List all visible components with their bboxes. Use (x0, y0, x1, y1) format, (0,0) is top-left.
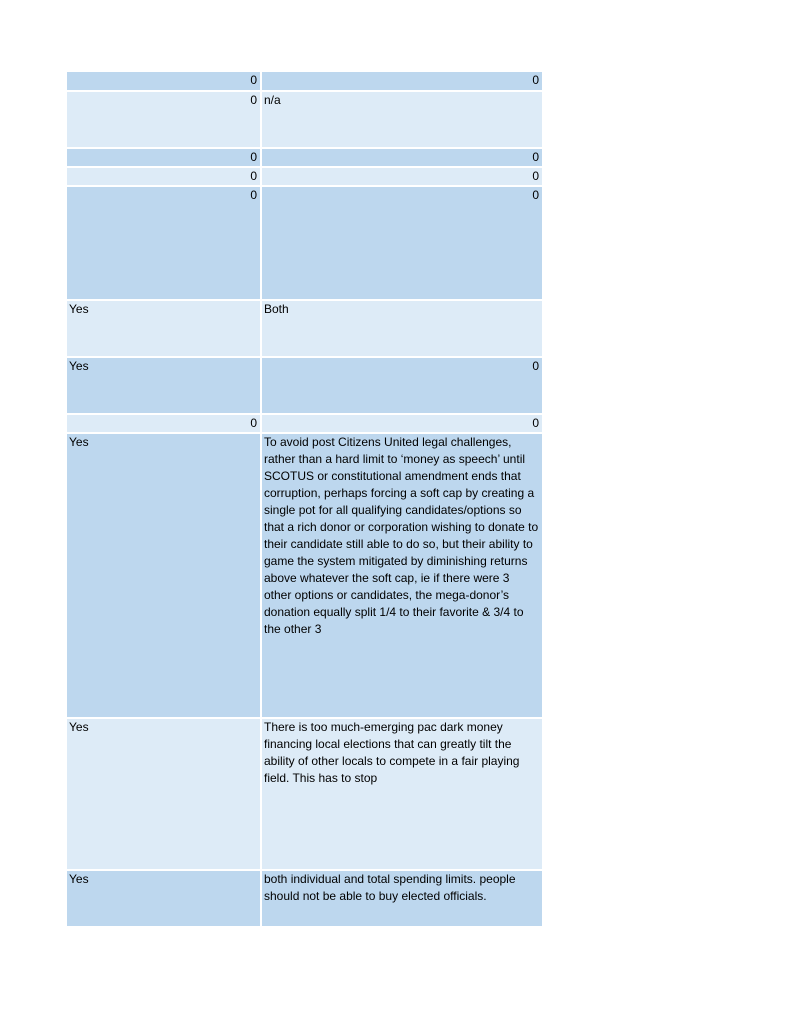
table-row (67, 72, 542, 91)
table-cell: Yes (67, 870, 261, 927)
table-row (67, 870, 542, 927)
table-cell: Both (261, 300, 542, 357)
table-row (67, 718, 542, 870)
table-cell: To avoid post Citizens United legal challenges, rather than a hard limit to ‘money as speech’ until SCOTUS or constitutional amendment ends that corruption, perhaps forcing a soft cap by creating a single pot for all qualifying candidates/options so that a rich donor or corporation wishing to donate to their candidate still able to do so, but their ability to game the system mitigated by diminishing returns above whatever the soft cap, ie if there were 3 other options or candidates, the mega-donor’s donation equally split 1/4 to their favorite & 3/4 to the other 3 (261, 433, 542, 718)
table-row (67, 148, 542, 167)
table-cell: Yes (67, 718, 261, 870)
table-cell: 0 (67, 72, 261, 91)
table-cell: 0 (261, 167, 542, 186)
table-row (67, 414, 542, 433)
table-cell: Yes (67, 357, 261, 414)
table-cell: 0 (261, 72, 542, 91)
table-cell: 0 (67, 167, 261, 186)
table-cell: 0 (67, 414, 261, 433)
table-row (67, 433, 542, 718)
table-row (67, 300, 542, 357)
table-cell: 0 (261, 186, 542, 300)
table-cell: both individual and total spending limits. people should not be able to buy elected officials. (261, 870, 542, 927)
table-row (67, 91, 542, 148)
table-cell: n/a (261, 91, 542, 148)
table-cell: 0 (261, 414, 542, 433)
survey-responses-table (67, 72, 542, 928)
table-row (67, 167, 542, 186)
table-cell: 0 (261, 357, 542, 414)
table-cell: There is too much-emerging pac dark money financing local elections that can greatly tilt the ability of other locals to compete in a fair playing field. This has to stop (261, 718, 542, 870)
table-cell: 0 (67, 91, 261, 148)
table-cell: Yes (67, 433, 261, 718)
table-cell: 0 (261, 148, 542, 167)
table-row (67, 357, 542, 414)
table-cell: 0 (67, 148, 261, 167)
table-row (67, 186, 542, 300)
table-cell: Yes (67, 300, 261, 357)
table-cell: 0 (67, 186, 261, 300)
